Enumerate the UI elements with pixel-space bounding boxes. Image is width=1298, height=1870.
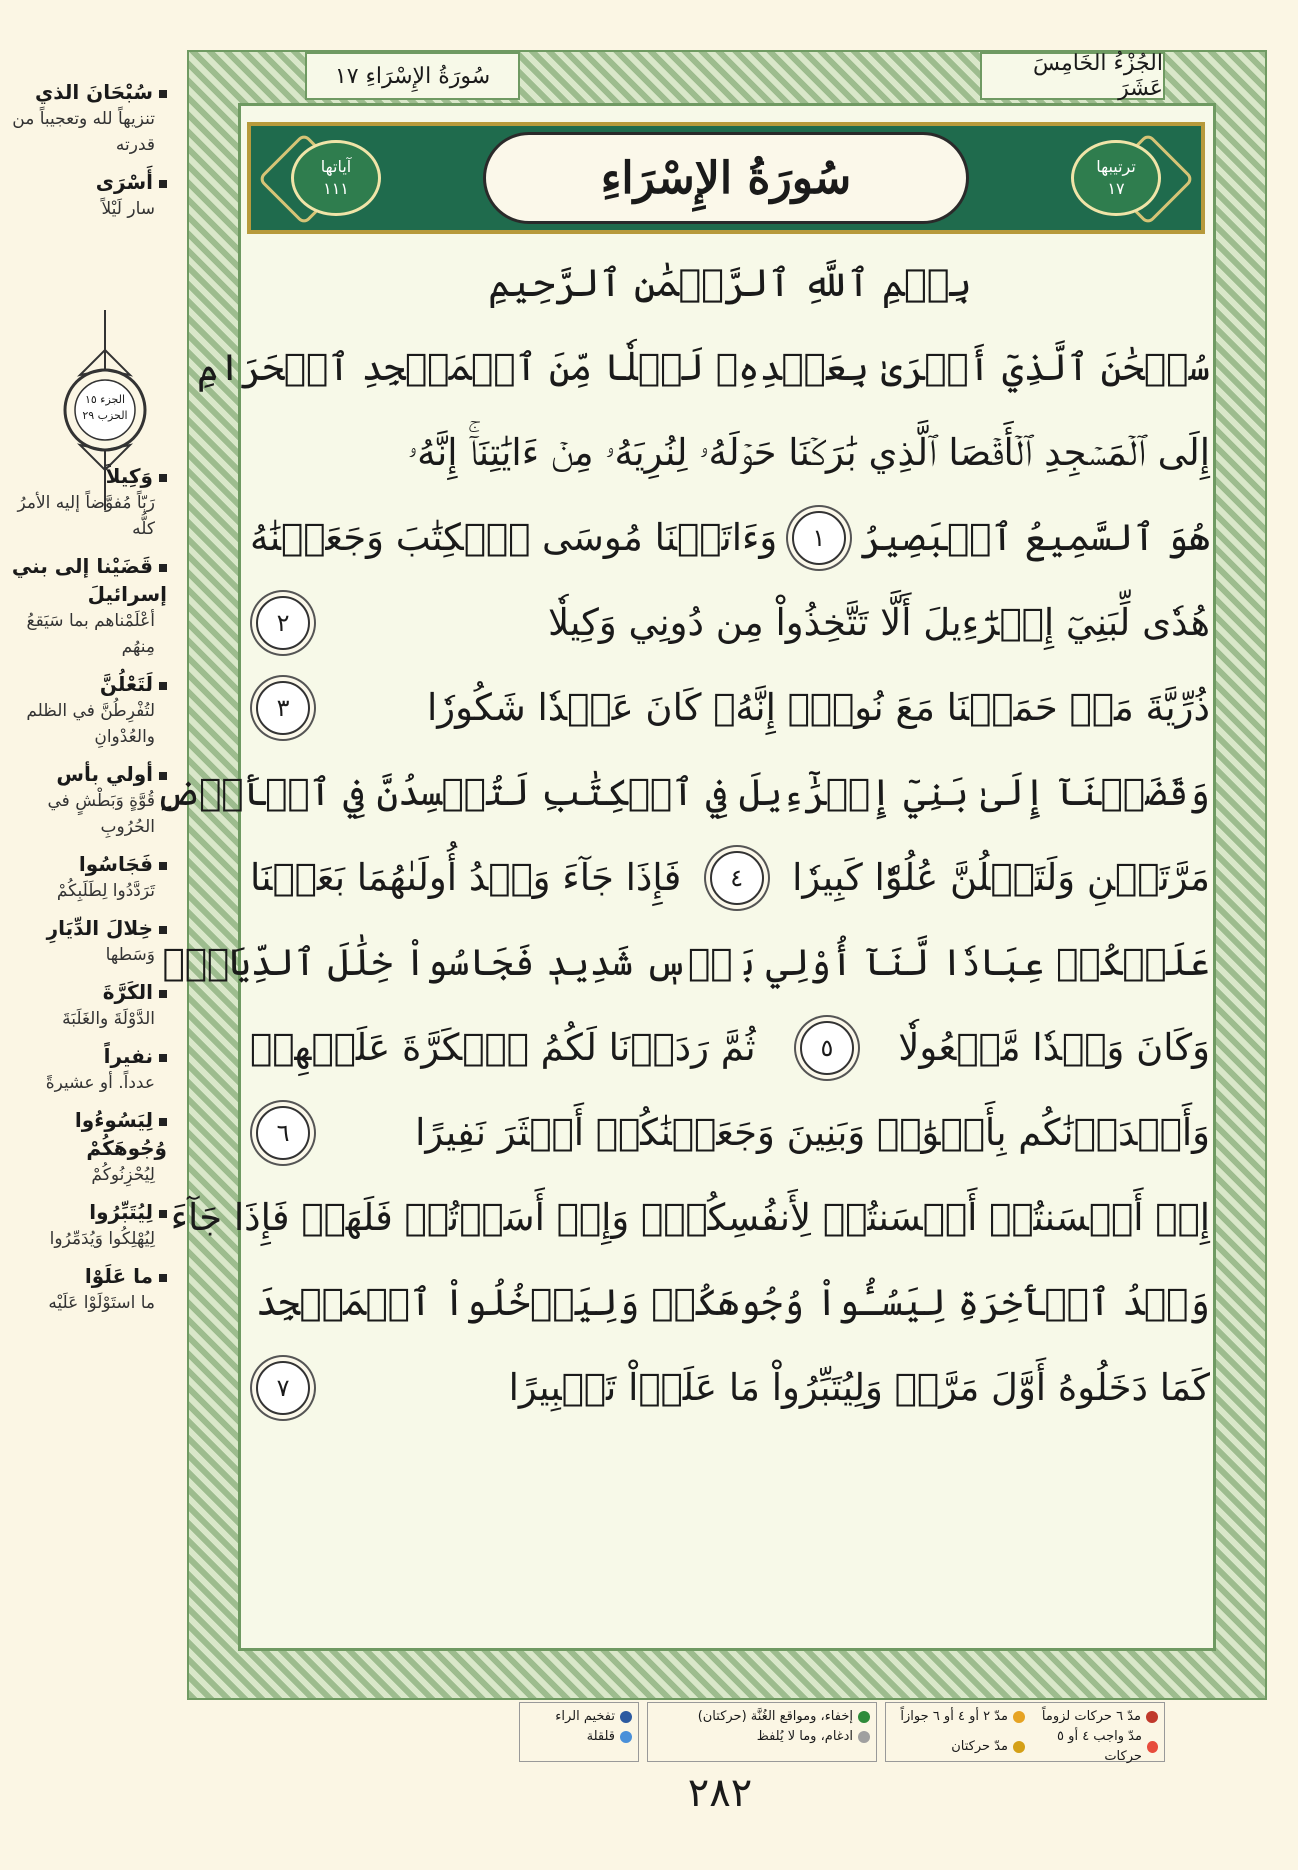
verse-segment: ذُرِّيَّةَ مَنۡ حَمَلۡنَا مَعَ نُوحٍۚ إِنَّهُۥ كَانَ عَبۡدٗا شَكُورٗا (427, 686, 1210, 729)
glossary-word: وَكِيلاً (0, 462, 167, 490)
juz-marker (60, 310, 150, 510)
glossary-definition: لِيُحْزِنُوكُمْ (91, 1165, 155, 1185)
aya-number-marker: ١ (792, 511, 846, 565)
aya-number-marker: ٣ (256, 681, 310, 735)
verse-segment: ثُمَّ رَدَدۡنَا لَكُمُ ٱلۡكَرَّةَ عَلَيۡهِمۡ (250, 1026, 756, 1069)
verse-segment: وَأَمۡدَدۡنَٰكُم بِأَمۡوَٰلٖ وَبَنِينَ وَجَعَلۡنَٰكُمۡ أَكۡثَرَ نَفِيرًا (415, 1111, 1210, 1154)
glossary-word: لَتَعْلُنَّ (0, 670, 167, 698)
legend-label: قلقلة (586, 1729, 615, 1744)
color-dot-icon (858, 1731, 870, 1743)
legend-box-madd (885, 1702, 1165, 1762)
legend-label: مدّ ٦ حركات لزوماً (1041, 1709, 1141, 1724)
verse-segment: كَمَا دَخَلُوهُ أَوَّلَ مَرَّةٖ وَلِيُتَبِّرُواْ مَا عَلَوۡاْ تَتۡبِيرًا (508, 1366, 1210, 1409)
legend-item (654, 1707, 870, 1727)
surah-title-cartouche (483, 132, 969, 224)
color-dot-icon (1146, 1711, 1158, 1723)
glossary-entry (0, 914, 175, 968)
legend-label: تفخيم الراء (555, 1709, 615, 1724)
verse-line (250, 1005, 1210, 1090)
order-label: ترتيبها (1096, 157, 1136, 176)
verse-line (197, 325, 1210, 410)
glossary-word: سُبْحَانَ الذي (0, 78, 167, 106)
glossary-definition: لِيُهْلِكُوا وَيُدَمِّرُوا (49, 1229, 155, 1249)
legend-box-ghunna (647, 1702, 877, 1762)
aya-number-marker: ٤ (710, 851, 764, 905)
glossary-definition: عدداً. أو عشيرةً (45, 1073, 155, 1093)
glossary-word: أولي بأس (0, 760, 167, 788)
verse-segment: وَعۡدُ ٱلۡأٓخِرَةِ لِيَسُـُٔواْ وُجُوهَكُمۡ وَلِيَدۡخُلُواْ ٱلۡمَسۡجِدَ (256, 1281, 1210, 1324)
color-dot-icon (1013, 1711, 1025, 1723)
glossary-definition: قُوَّةٍ وَبَطْشٍ في الحُرُوبِ (47, 791, 155, 837)
glossary-entry (0, 850, 175, 904)
legend-item (654, 1727, 870, 1747)
glossary-word: خِلالَ الدِّيَارِ (0, 914, 167, 942)
glossary-entry (0, 978, 175, 1032)
page-number: ٢٨٢ (687, 1770, 753, 1816)
glossary-entry (0, 1106, 175, 1188)
glossary-word: ما عَلَوْا (0, 1262, 167, 1290)
verse-line (250, 835, 1210, 920)
surah-header-tab: سُورَةُ الإِسْرَاءِ ١٧ (305, 52, 520, 100)
color-dot-icon (620, 1731, 632, 1743)
verses-label: آياتها (320, 157, 352, 176)
verse-segment: سُبۡحَٰنَ ٱلَّذِيٓ أَسۡرَىٰ بِعَبۡدِهِۦ لَيۡلٗا مِّنَ ٱلۡمَسۡجِدِ ٱلۡحَرَامِ (197, 346, 1210, 389)
verse-line (250, 1345, 1210, 1430)
glossary-definition: لتُفْرِطُنَّ في الظلم والعُدْوانِ (26, 701, 155, 747)
legend-label: ادغام، وما لا يُلفظ (756, 1729, 853, 1744)
verse-line (250, 580, 1210, 665)
verses-count-medal (291, 140, 381, 216)
color-dot-icon (620, 1711, 632, 1723)
verse-line (250, 410, 1210, 495)
verse-segment: هُدٗى لِّبَنِيٓ إِسۡرَٰٓءِيلَ أَلَّا تَتَّخِذُواْ مِن دُونِي وَكِيلٗا (548, 601, 1210, 644)
tajweed-legend (385, 1702, 1165, 1762)
verse-segment: وَءَاتَيۡنَا مُوسَى ٱلۡكِتَٰبَ وَجَعَلۡنَٰهُ (250, 516, 778, 559)
verse-segment: إِلَى ٱلۡمَسۡجِدِ ٱلۡأَقۡصَا ٱلَّذِي بَٰرَكۡنَا حَوۡلَهُۥ لِنُرِيَهُۥ مِنۡ ءَايَٰتِنَآۚ إِنَّهُۥ (407, 430, 1210, 474)
verse-line (250, 665, 1210, 750)
legend-label: مدّ واجب ٤ أو ٥ حركات (1057, 1729, 1142, 1764)
surah-banner (247, 122, 1205, 234)
glossary-entry (0, 78, 175, 158)
glossary-word: قَضَيْنا إلى بني إسرائيلَ (0, 552, 167, 608)
legend-item (526, 1707, 632, 1727)
verse-segment: بِسۡمِ ٱللَّهِ ٱلرَّحۡمَٰنِ ٱلرَّحِيمِ (488, 260, 972, 305)
verse-segment: وَقَضَيۡنَآ إِلَىٰ بَنِيٓ إِسۡرَٰٓءِيلَ فِي ٱلۡكِتَٰبِ لَتُفۡسِدُنَّ فِي ٱلۡأَرۡضِ (155, 771, 1210, 814)
glossary-definition: رَبّاً مُفوَّضاً إليه الأمرُ كلُّه (17, 493, 155, 539)
verse-line (250, 1090, 1210, 1175)
glossary-entry (0, 760, 175, 840)
glossary-word: لِيَسُوءُوا وُجُوهَكُمْ (0, 1106, 167, 1162)
legend-label: مدّ ٢ أو ٤ أو ٦ جوازاً (900, 1709, 1008, 1724)
glossary-entry (0, 1042, 175, 1096)
glossary-word: الكَرَّةَ (0, 978, 167, 1006)
aya-number-marker: ٧ (256, 1361, 310, 1415)
glossary-definition: سار لَيْلاً (101, 199, 155, 219)
legend-item (1025, 1727, 1158, 1767)
glossary-definition: أعْلَمْناهم بما سَيَقعُ مِنهُم (26, 611, 155, 657)
glossary-word: نفيراً (0, 1042, 167, 1070)
juz-label: الجزء ١٥ (84, 393, 126, 406)
verse-segment: وَكَانَ وَعۡدٗا مَّفۡعُولٗا (898, 1026, 1210, 1069)
glossary-definition: وَسَطها (105, 945, 155, 965)
verse-line (155, 750, 1210, 835)
glossary-entry (0, 670, 175, 750)
glossary-entry (0, 1262, 175, 1316)
verse-segment: فَإِذَا جَآءَ وَعۡدُ أُولَىٰهُمَا بَعَثۡنَا (250, 856, 682, 899)
verse-line (250, 495, 1210, 580)
legend-label: إخفاء، ومواقع الغُنَّة (حركتان) (697, 1709, 853, 1724)
glossary-definition: تنزيهاً لله وتعجيباً من قدرته (12, 109, 155, 155)
color-dot-icon (1147, 1741, 1158, 1753)
glossary-entry (0, 1198, 175, 1252)
verse-segment: عَلَيۡكُمۡ عِبَادٗا لَّنَآ أُوْلِي بَأۡسٖ شَدِيدٖ فَجَاسُواْ خِلَٰلَ ٱلدِّيَارِۚ (162, 941, 1210, 984)
basmala-line (250, 240, 1210, 325)
glossary-definition: الدَّوْلَةَ والغَلَبَةَ (62, 1009, 155, 1029)
legend-item (892, 1727, 1025, 1767)
verse-line (250, 1260, 1210, 1345)
verse-line (162, 920, 1210, 1005)
order-value: ١٧ (1107, 179, 1125, 198)
legend-label: مدّ حركتان (951, 1739, 1008, 1754)
verse-line (170, 1175, 1210, 1260)
verse-text (155, 240, 1210, 1430)
aya-number-marker: ٢ (256, 596, 310, 650)
legend-item (526, 1727, 632, 1747)
glossary-word: فَجَاسُوا (0, 850, 167, 878)
verse-segment: مَرَّتَيۡنِ وَلَتَعۡلُنَّ عُلُوّٗا كَبِيرٗا (792, 856, 1210, 899)
verses-value: ١١١ (323, 179, 349, 198)
aya-number-marker: ٦ (256, 1106, 310, 1160)
verse-segment: إِنۡ أَحۡسَنتُمۡ أَحۡسَنتُمۡ لِأَنفُسِكُمۡۖ وَإِنۡ أَسَأۡتُمۡ فَلَهَاۚ فَإِذَا جَآءَ (170, 1196, 1210, 1239)
verse-segment: هُوَ ٱلسَّمِيعُ ٱلۡبَصِيرُ (860, 516, 1210, 559)
hizb-label: الحزب ٢٩ (82, 409, 128, 422)
aya-number-marker: ٥ (800, 1021, 854, 1075)
color-dot-icon (1013, 1741, 1025, 1753)
glossary-entry (0, 552, 175, 660)
glossary-word: لِيُتَبِّرُوا (0, 1198, 167, 1226)
glossary-word: أَسْرَى (0, 168, 167, 196)
juz-header-tab: الجُزْءُ الخَامِسَ عَشَرَ (980, 52, 1165, 100)
legend-box-ra (519, 1702, 639, 1762)
glossary-entry (0, 168, 175, 222)
color-dot-icon (858, 1711, 870, 1723)
surah-order-medal (1071, 140, 1161, 216)
legend-item (1025, 1707, 1158, 1727)
surah-title: سُورَةُ الإِسْرَاءِ (600, 152, 852, 204)
legend-item (892, 1707, 1025, 1727)
glossary-definition: تَرَدَّدُوا لِطَلَبِكُمْ (56, 881, 155, 901)
glossary-definition: ما استَوْلَوْا عَلَيْه (48, 1293, 155, 1313)
